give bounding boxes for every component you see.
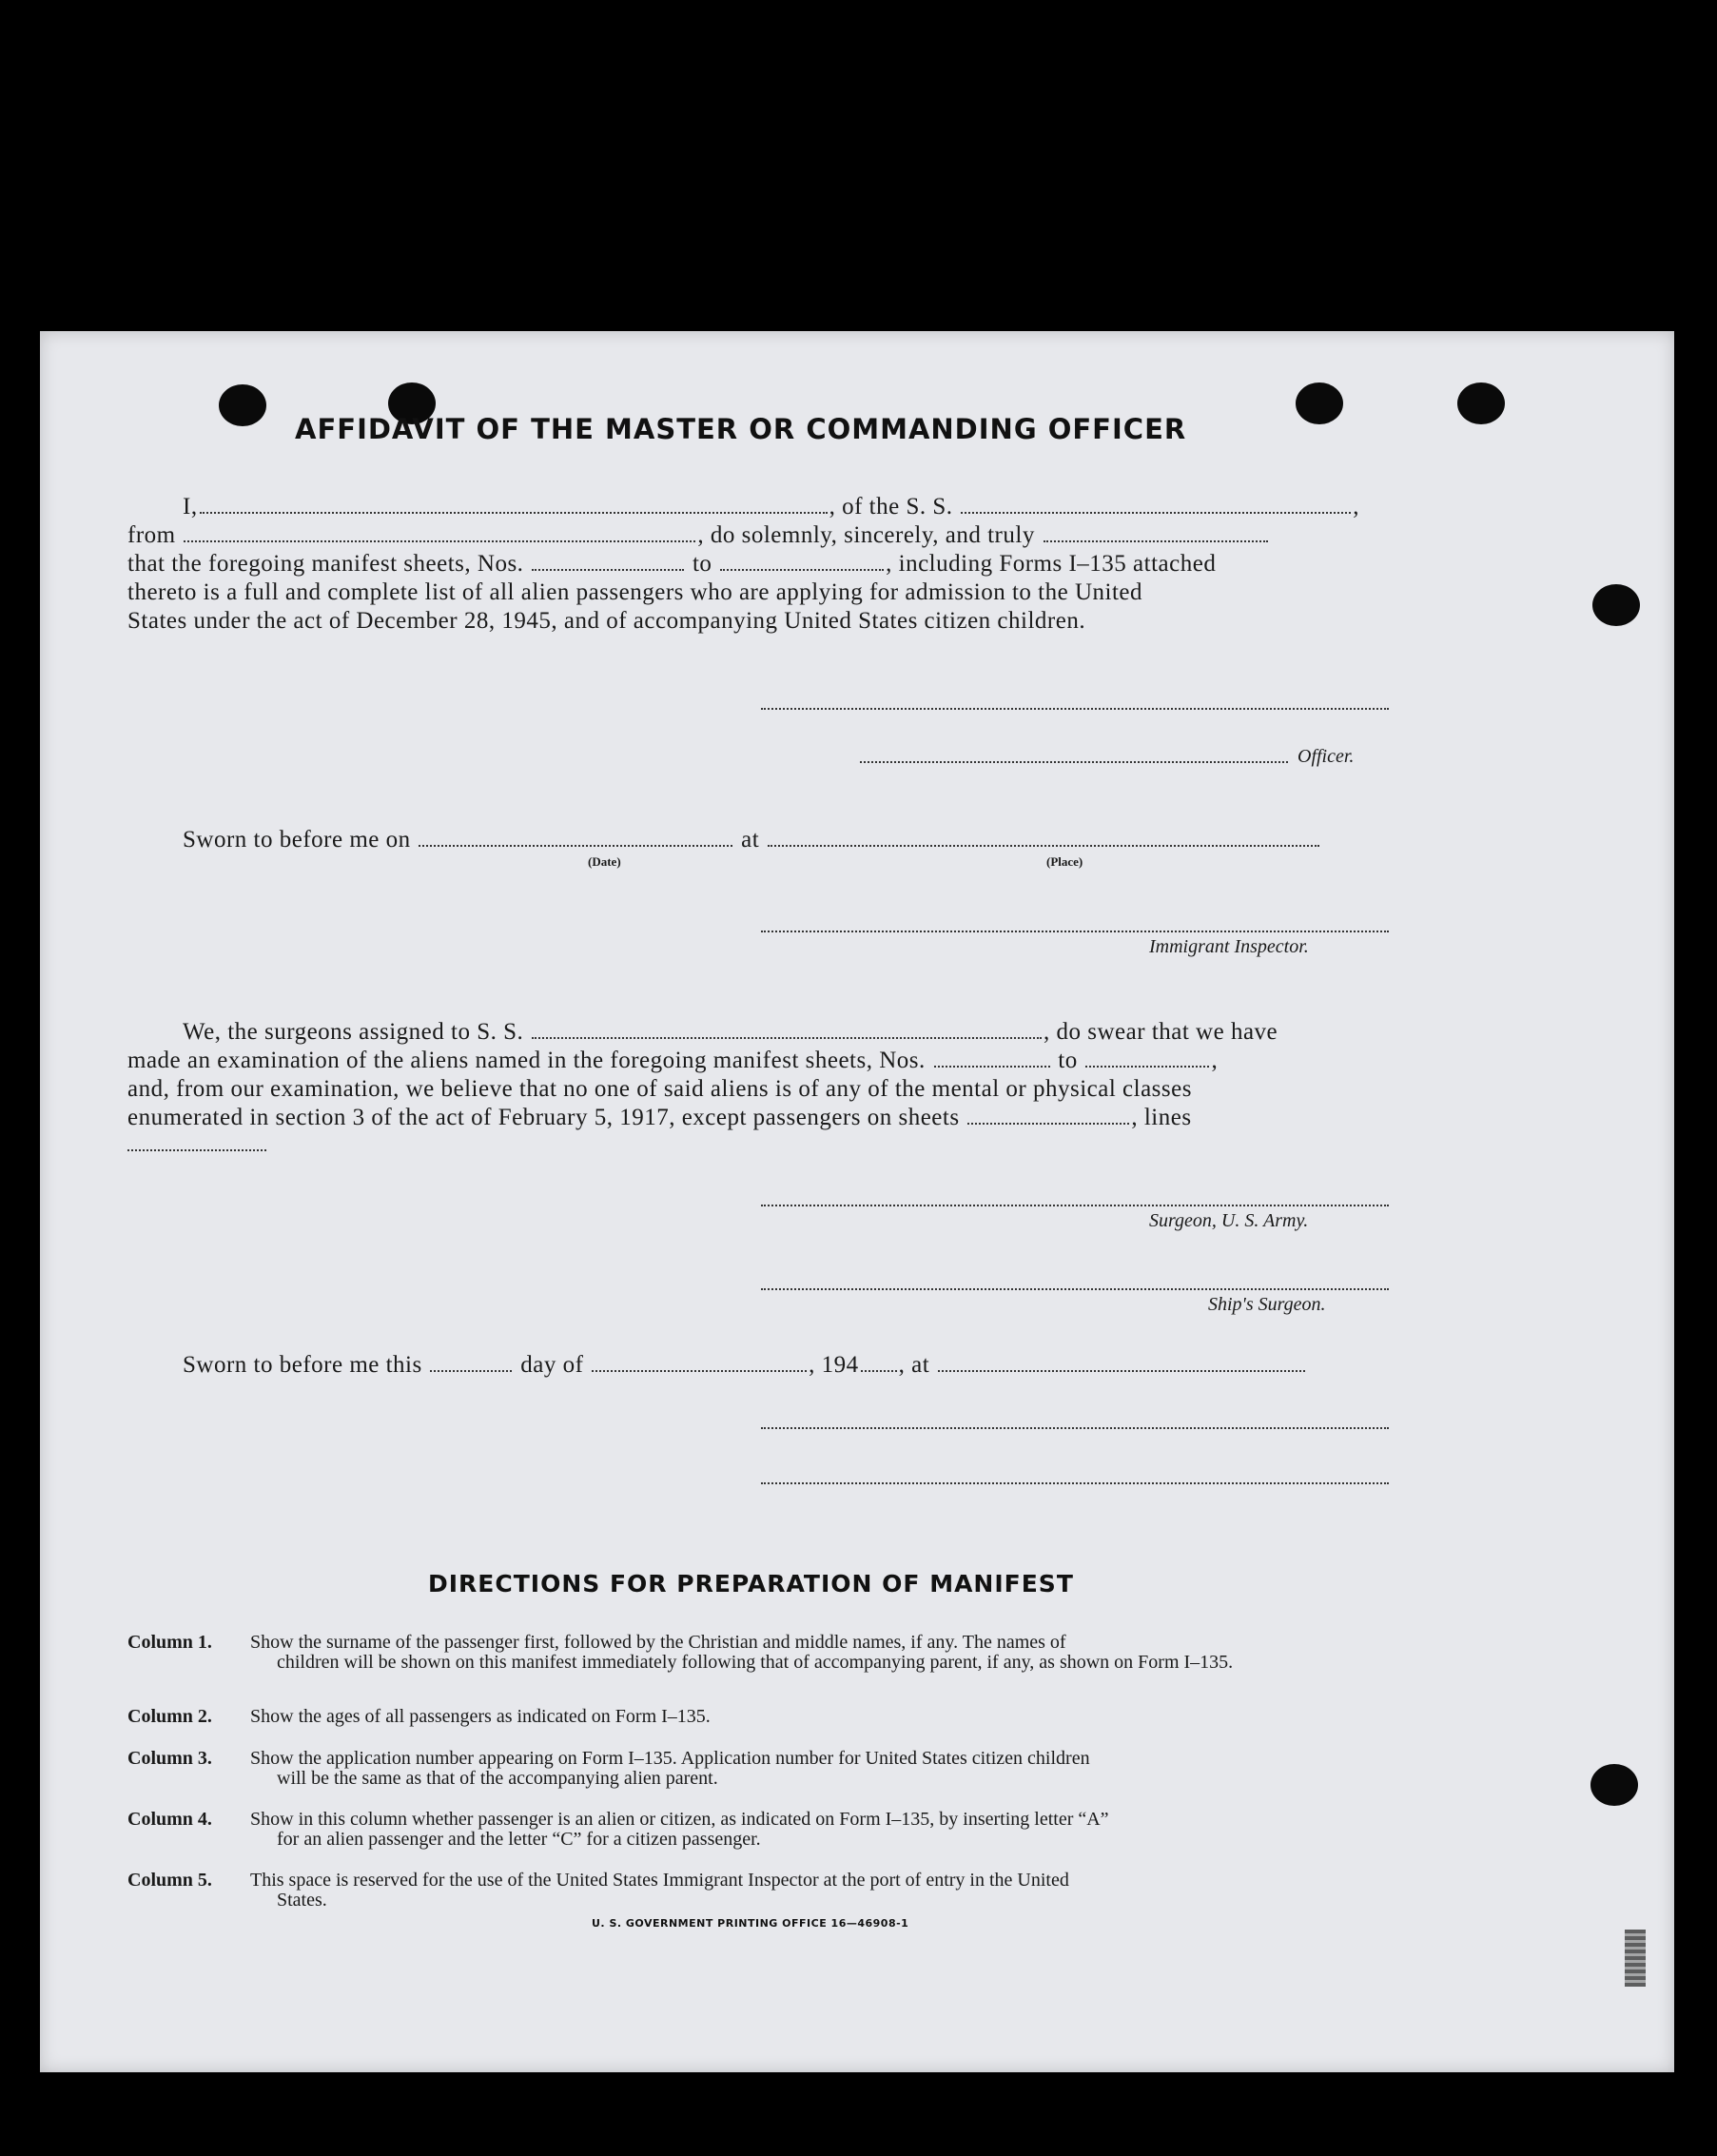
printing-office-footer: U. S. GOVERNMENT PRINTING OFFICE 16—46908-1	[592, 1917, 909, 1930]
sworn-on-line: Sworn to before me on at	[183, 826, 1321, 854]
surgeons-line-1: We, the surgeons assigned to S. S. , do swear that we have	[183, 1019, 1278, 1045]
direction-item	[127, 1707, 1459, 1730]
directions-title: DIRECTIONS FOR PREPARATION OF MANIFEST	[428, 1570, 1074, 1597]
lines-blank[interactable]	[127, 1149, 266, 1151]
surgeon-sheet-to-blank[interactable]	[1085, 1047, 1209, 1068]
affidavit-title: AFFIDAVIT OF THE MASTER OR COMMANDING OFFICER	[295, 413, 1187, 445]
army-surgeon-label: Surgeon, U. S. Army.	[1149, 1210, 1309, 1231]
direction-text: Show in this column whether passenger is an alien or citizen, as indicated on Form I–135, by inserting letter “A”	[250, 1809, 1109, 1830]
swear-blank[interactable]	[1044, 521, 1268, 542]
form-page	[40, 331, 1674, 2072]
surgeon-ship-blank[interactable]	[532, 1018, 1042, 1039]
edge-stamp-mark	[1625, 1930, 1646, 1987]
ship-surgeon-signature-line[interactable]	[761, 1288, 1389, 1290]
direction-column-label: Column 1.	[127, 1632, 212, 1653]
name-blank[interactable]	[200, 493, 828, 514]
direction-text-continued: States.	[277, 1890, 327, 1911]
punch-hole	[1590, 1764, 1638, 1806]
direction-text: Show the ages of all passengers as indicated on Form I–135.	[250, 1706, 711, 1727]
sworn2-signature-line-2[interactable]	[761, 1482, 1389, 1484]
direction-text-continued: for an alien passenger and the letter “C” for a citizen passenger.	[277, 1829, 761, 1850]
sheet-to-blank[interactable]	[720, 550, 884, 571]
affidavit-line-3: that the foregoing manifest sheets, Nos. to , including Forms I–135 attached	[127, 551, 1217, 577]
direction-text: Show the application number appearing on Form I–135. Application number for United States citizen children	[250, 1748, 1090, 1769]
direction-text: Show the surname of the passenger first, followed by the Christian and middle names, if any. The names of	[250, 1632, 1066, 1653]
direction-column-label: Column 2.	[127, 1706, 212, 1727]
except-sheets-blank[interactable]	[967, 1104, 1129, 1125]
affidavit-line-4: thereto is a full and complete list of all alien passengers who are applying for admission to the United	[127, 579, 1143, 605]
punch-hole	[219, 384, 266, 426]
surgeon-sheet-from-blank[interactable]	[934, 1047, 1050, 1068]
sworn-this-day-line: Sworn to before me this day of , 194 , at	[183, 1351, 1307, 1380]
affidavit-line-1: I, , of the S. S. ,	[183, 494, 1360, 519]
officer-label: Officer.	[1298, 746, 1355, 767]
sworn-place-blank[interactable]	[768, 826, 1319, 847]
date-caption: (Date)	[588, 854, 621, 869]
place-caption: (Place)	[1046, 854, 1083, 869]
sworn-at-blank[interactable]	[938, 1351, 1305, 1372]
sworn2-signature-line-1[interactable]	[761, 1427, 1389, 1429]
month-blank[interactable]	[592, 1351, 807, 1372]
day-blank[interactable]	[430, 1351, 512, 1372]
direction-item	[127, 1871, 1459, 1912]
immigrant-inspector-label: Immigrant Inspector.	[1149, 936, 1309, 957]
direction-text: This space is reserved for the use of the United States Immigrant Inspector at the port of entry in the United	[250, 1870, 1069, 1891]
surgeons-line-3: and, from our examination, we believe that no one of said aliens is of any of the mental or physical classes	[127, 1076, 1192, 1102]
year-blank[interactable]	[861, 1351, 897, 1372]
direction-text-continued: children will be shown on this manifest immediately following that of accompanying parent, if any, as shown on Form I–135.	[277, 1652, 1234, 1673]
direction-item	[127, 1749, 1459, 1791]
direction-column-label: Column 4.	[127, 1809, 212, 1830]
affidavit-line-2: from , do solemnly, sincerely, and truly	[127, 521, 1270, 550]
direction-item	[127, 1810, 1459, 1852]
surgeons-line-4: enumerated in section 3 of the act of February 5, 1917, except passengers on sheets , lines	[127, 1105, 1192, 1130]
army-surgeon-signature-line[interactable]	[761, 1205, 1389, 1206]
sheet-from-blank[interactable]	[532, 550, 684, 571]
officer-signature-line[interactable]	[860, 761, 1288, 763]
direction-item	[127, 1633, 1459, 1695]
ship-surgeon-label: Ship's Surgeon.	[1208, 1294, 1326, 1315]
sworn-date-blank[interactable]	[419, 826, 732, 847]
surgeons-line-2: made an examination of the aliens named in the foregoing manifest sheets, Nos. to ,	[127, 1048, 1219, 1073]
punch-hole	[1457, 382, 1505, 424]
direction-column-label: Column 3.	[127, 1748, 212, 1769]
direction-text-continued: will be the same as that of the accompanying alien parent.	[277, 1768, 718, 1789]
direction-column-label: Column 5.	[127, 1870, 212, 1891]
ship-name-blank[interactable]	[961, 493, 1351, 514]
affidavit-line-5: States under the act of December 28, 1945, and of accompanying United States citizen children.	[127, 608, 1086, 634]
punch-hole	[1592, 584, 1640, 626]
inspector-signature-line[interactable]	[761, 931, 1389, 932]
from-blank[interactable]	[184, 521, 695, 542]
punch-hole	[1296, 382, 1343, 424]
master-signature-line[interactable]	[761, 708, 1389, 710]
